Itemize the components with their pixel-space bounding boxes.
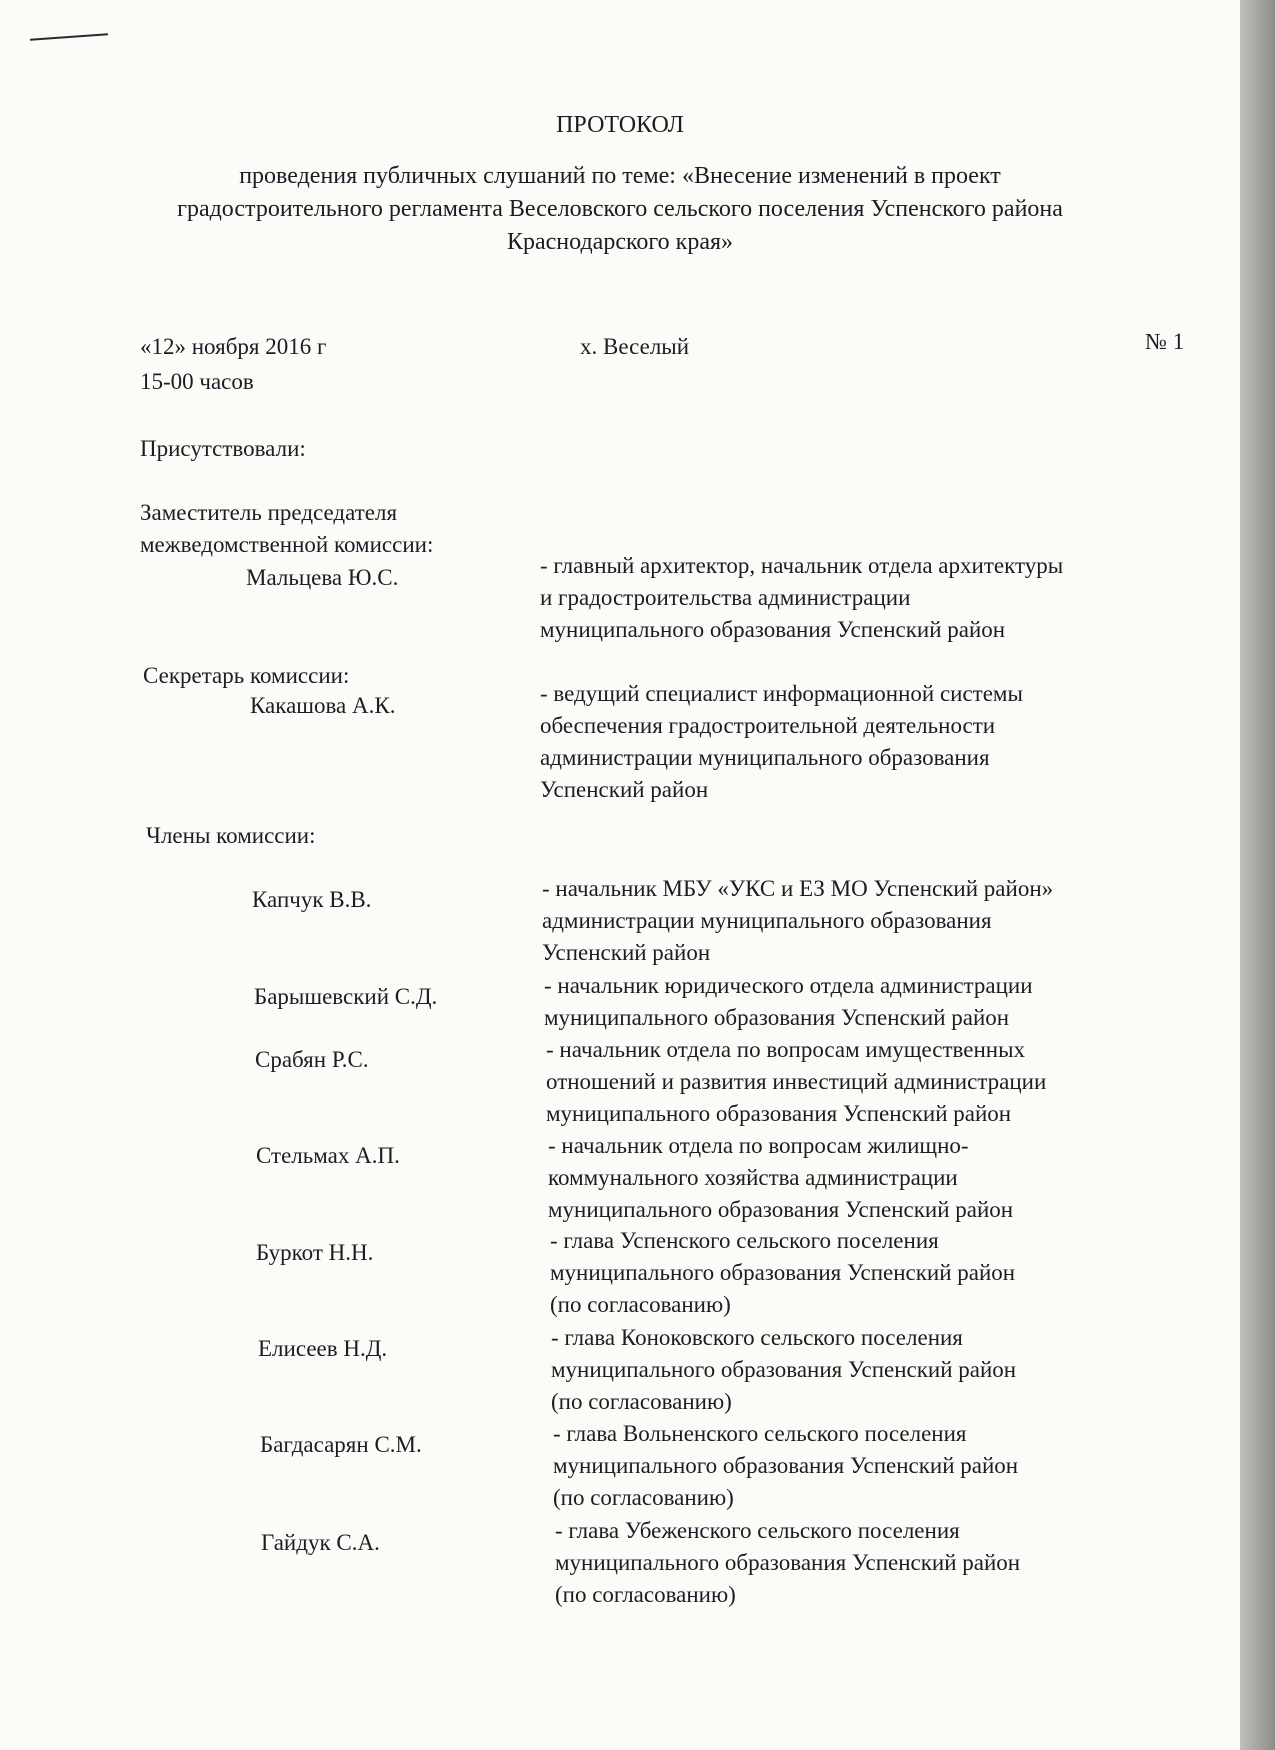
present-heading: Присутствовали:: [140, 436, 306, 461]
role-line: администрации муниципального образования: [540, 745, 990, 770]
role-line: - глава Успенского сельского поселения: [550, 1228, 939, 1253]
heading-line: межведомственной комиссии:: [140, 532, 434, 557]
person-role: [551, 1322, 1016, 1418]
protocol-number: № 1: [1145, 329, 1185, 354]
person-role: [542, 873, 1053, 969]
person-role: [540, 678, 1023, 806]
person-name: Стельмах А.П.: [256, 1143, 400, 1168]
meeting-time: 15-00 часов: [140, 369, 254, 394]
deputy-chair-heading: [140, 497, 433, 561]
document-title: ПРОТОКОЛ: [556, 112, 684, 138]
role-line: (по согласованию): [550, 1292, 731, 1317]
role-line: муниципального образования Успенский район: [546, 1101, 1012, 1126]
subtitle-line: градостроительного регламента Веселовского сельского поселения Успенского района: [177, 196, 1063, 222]
role-line: Успенский район: [542, 940, 711, 965]
role-line: обеспечения градостроительной деятельности: [540, 713, 996, 738]
role-line: (по согласованию): [553, 1485, 734, 1510]
person-name: Багдасарян С.М.: [260, 1432, 422, 1457]
person-role: [553, 1418, 1018, 1514]
person-role: [540, 550, 1063, 646]
subtitle-line: проведения публичных слушаний по теме: «Внесение изменений в проект: [239, 163, 1001, 189]
role-line: - глава Коноковского сельского поселения: [551, 1325, 963, 1350]
role-line: Успенский район: [540, 777, 709, 802]
person-name: Мальцева Ю.С.: [246, 565, 399, 590]
person-name: Елисеев Н.Д.: [258, 1336, 388, 1361]
role-line: и градостроительства администрации: [540, 585, 911, 610]
role-line: - ведущий специалист информационной системы: [540, 681, 1023, 706]
role-line: муниципального образования Успенский район: [548, 1197, 1014, 1222]
meeting-place: х. Веселый: [580, 334, 690, 359]
role-line: муниципального образования Успенский район: [553, 1453, 1019, 1478]
scan-mark: [30, 33, 108, 40]
role-line: администрации муниципального образования: [542, 908, 992, 933]
heading-line: Заместитель председателя: [140, 500, 398, 525]
role-line: муниципального образования Успенский район: [544, 1005, 1010, 1030]
subtitle-line: Краснодарского края»: [506, 229, 734, 255]
person-role: [550, 1225, 1015, 1321]
role-line: - начальник отдела по вопросам имущественных: [546, 1037, 1026, 1062]
role-line: - начальник юридического отдела администрации: [544, 973, 1033, 998]
role-line: муниципального образования Успенский район: [555, 1550, 1021, 1575]
person-name: Срабян Р.С.: [255, 1047, 369, 1072]
person-role: [555, 1515, 1020, 1611]
role-line: муниципального образования Успенский район: [540, 617, 1006, 642]
page-edge: [1240, 0, 1275, 1750]
role-line: муниципального образования Успенский район: [551, 1357, 1017, 1382]
secretary-heading: Секретарь комиссии:: [143, 663, 350, 688]
role-line: - начальник МБУ «УКС и ЕЗ МО Успенский район»: [542, 876, 1054, 901]
person-name: Барышевский С.Д.: [254, 984, 438, 1009]
role-line: муниципального образования Успенский район: [550, 1260, 1016, 1285]
document-subtitle: [0, 160, 1240, 259]
person-role: [548, 1130, 1013, 1226]
role-line: - начальник отдела по вопросам жилищно-: [548, 1133, 969, 1158]
members-heading: Члены комиссии:: [146, 823, 316, 848]
role-line: (по согласованию): [555, 1582, 736, 1607]
role-line: (по согласованию): [551, 1389, 732, 1414]
person-name: Капчук В.В.: [252, 887, 372, 912]
role-line: - главный архитектор, начальник отдела архитектуры: [540, 553, 1064, 578]
role-line: - глава Вольненского сельского поселения: [553, 1421, 967, 1446]
person-role: [544, 970, 1033, 1034]
role-line: - глава Убеженского сельского поселения: [555, 1518, 960, 1543]
person-name: Какашова А.К.: [250, 693, 396, 718]
meeting-date: «12» ноября 2016 г: [140, 334, 327, 359]
role-line: отношений и развития инвестиций администрации: [546, 1069, 1047, 1094]
role-line: коммунального хозяйства администрации: [548, 1165, 958, 1190]
person-role: [546, 1034, 1046, 1130]
person-name: Гайдук С.А.: [261, 1530, 380, 1555]
person-name: Буркот Н.Н.: [256, 1240, 374, 1265]
